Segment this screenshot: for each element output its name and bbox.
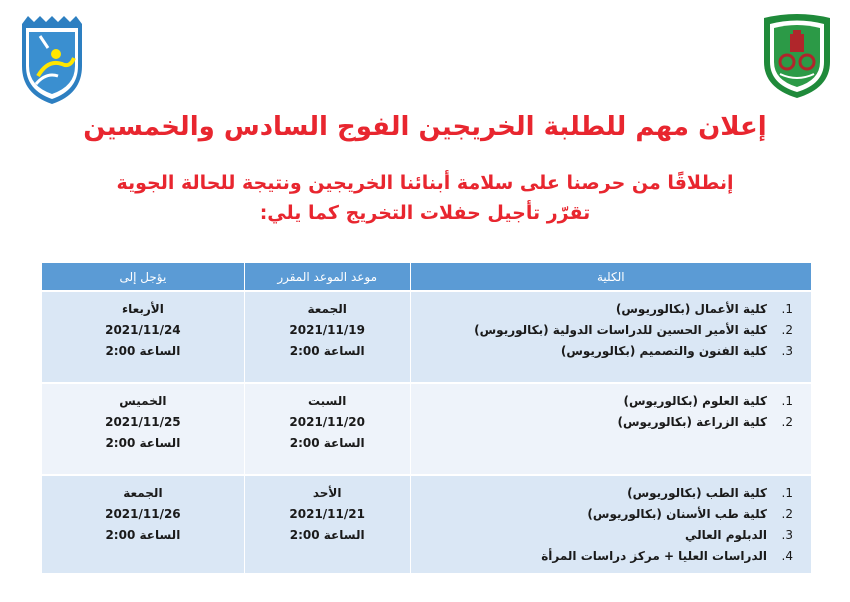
postponed-date: 2021/11/25	[105, 415, 181, 429]
list-item: 3. الدبلوم العالي	[685, 528, 793, 542]
header-college: الكلية	[410, 263, 811, 291]
scheduled-day: الأحد	[312, 486, 342, 500]
university-of-jordan-logo	[760, 12, 834, 100]
postponed-day: الأربعاء	[121, 302, 164, 316]
college-list	[411, 483, 811, 567]
list-item: 3. كلية الفنون والتصميم (بكالوريوس)	[560, 344, 793, 358]
scheduled-date: 2021/11/21	[289, 507, 365, 521]
list-item: 1. كلية العلوم (بكالوريوس)	[623, 394, 793, 408]
college-list-cell	[410, 383, 811, 475]
postponed-time: الساعة 2:00	[105, 436, 181, 450]
list-item: 4. الدراسات العليا + مركز دراسات المرأة	[541, 549, 793, 563]
announcement-title: إعلان مهم للطلبة الخريجين الفوج السادس والخمسين	[83, 112, 767, 142]
scheduled-date-cell	[244, 291, 410, 383]
postponed-time: الساعة 2:00	[105, 344, 181, 358]
scheduled-date-cell	[244, 383, 410, 475]
postponed-day: الجمعة	[123, 486, 163, 500]
scheduled-date-cell	[244, 475, 410, 573]
postponed-date: 2021/11/24	[105, 323, 181, 337]
postponed-date-cell	[42, 383, 245, 475]
announcement-line-1: إنطلاقًا من حرصنا على سلامة أبنائنا الخريجين ونتيجة للحالة الجوية	[116, 172, 734, 194]
postponed-date-cell	[42, 291, 245, 383]
college-list-cell	[410, 475, 811, 573]
graduation-schedule-table	[41, 263, 812, 573]
scheduled-date: 2021/11/20	[289, 415, 365, 429]
list-item: 1. كلية الأعمال (بكالوريوس)	[615, 302, 793, 316]
postponed-date-cell	[42, 475, 245, 573]
list-item: 2. كلية طب الأسنان (بكالوريوس)	[587, 507, 793, 521]
scheduled-time: الساعة 2:00	[289, 436, 365, 450]
scheduled-day: السبت	[307, 394, 347, 408]
postponed-day: الخميس	[119, 394, 167, 408]
list-item: 2. كلية الزراعة (بكالوريوس)	[617, 415, 793, 429]
college-list	[411, 299, 811, 362]
list-item: 2. كلية الأمير الحسين للدراسات الدولية (بكالوريوس)	[474, 323, 793, 337]
scheduled-time: الساعة 2:00	[289, 344, 365, 358]
scheduled-time: الساعة 2:00	[289, 528, 365, 542]
table-row	[42, 475, 812, 573]
scheduled-date: 2021/11/19	[289, 323, 365, 337]
list-item: 1. كلية الطب (بكالوريوس)	[627, 486, 793, 500]
header-scheduled-date: موعد الموعد المقرر	[244, 263, 410, 291]
college-list	[411, 391, 811, 433]
table-row	[42, 291, 812, 383]
scheduled-day: الجمعة	[307, 302, 347, 316]
postponed-time: الساعة 2:00	[105, 528, 181, 542]
sports-shield-logo	[18, 14, 86, 106]
table-header-row	[42, 263, 812, 291]
table-row	[42, 383, 812, 475]
announcement-line-2: تقرّر تأجيل حفلات التخريج كما يلي:	[259, 202, 591, 224]
postponed-date: 2021/11/26	[105, 507, 181, 521]
college-list-cell	[410, 291, 811, 383]
header-postponed-to: يؤجل إلى	[42, 263, 245, 291]
